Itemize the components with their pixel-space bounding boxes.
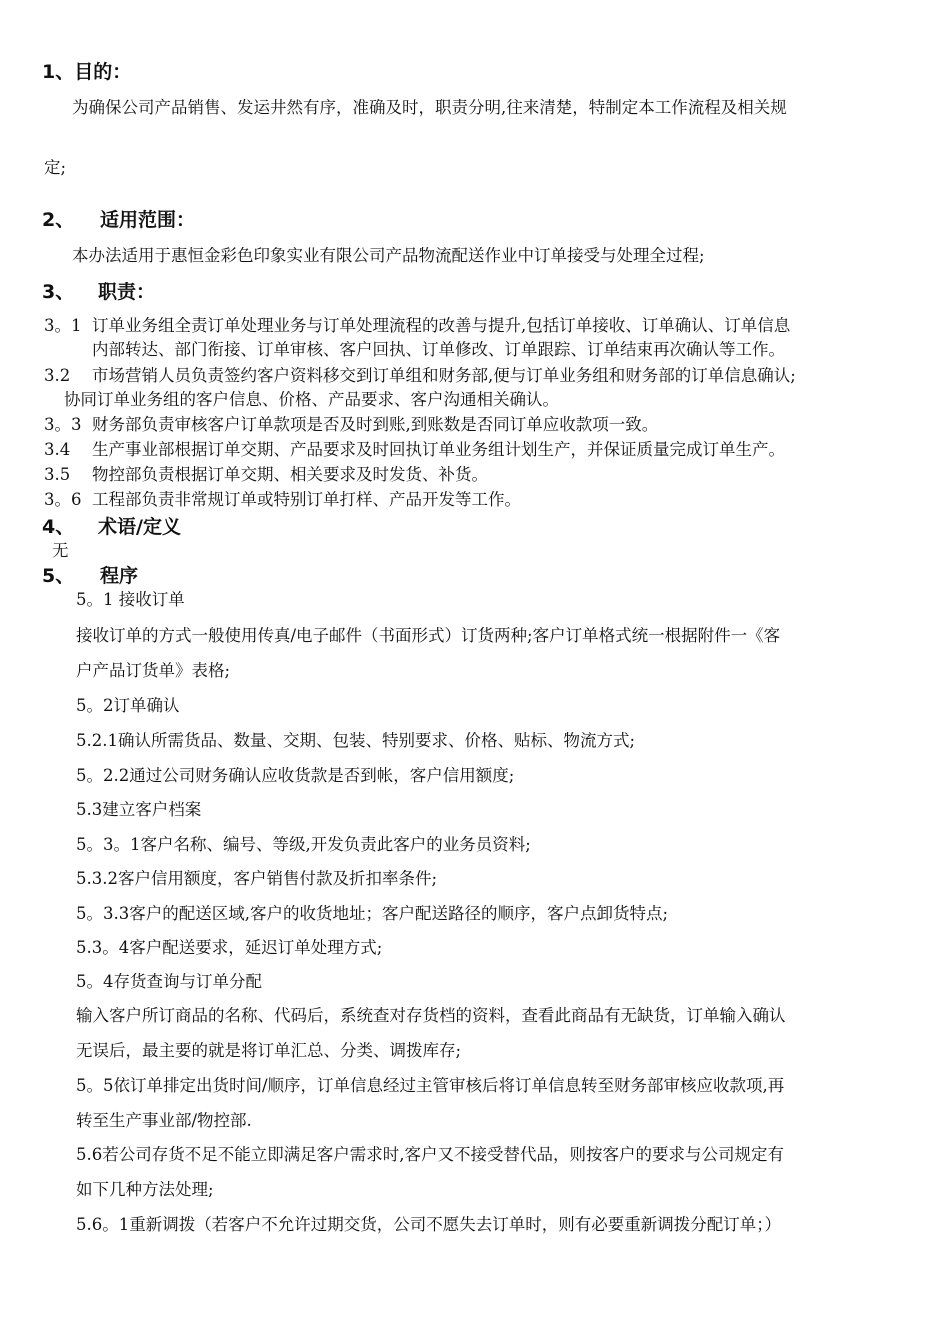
duty-text: 订单业务组全责订单处理业务与订单处理流程的改善与提升,包括订单接收、订单确认、订单信息 xyxy=(92,316,791,335)
duty-text: 物控部负责根据订单交期、相关要求及时发货、补货。 xyxy=(92,465,488,484)
duty-number: 3.5 xyxy=(44,465,71,484)
procedure-line: 5。2.2通过公司财务确认应收货款是否到帐，客户信用额度; xyxy=(76,766,515,785)
section-3-number: 3、 xyxy=(42,281,75,303)
section-3-title: 职责： xyxy=(98,281,156,303)
section-4-heading xyxy=(42,515,181,539)
duty-number: 3。1 xyxy=(44,316,82,335)
section-4-number: 4、 xyxy=(42,516,75,538)
duty-item xyxy=(44,465,488,485)
duty-item xyxy=(44,316,790,336)
duty-text: 生产事业部根据订单交期、产品要求及时回执订单业务组计划生产，并保证质量完成订单生产。 xyxy=(92,440,785,459)
duty-item xyxy=(44,440,785,460)
duty-text-continued: 协同订单业务组的客户信息、价格、产品要求、客户沟通相关确认。 xyxy=(64,390,559,409)
procedure-line: 5.6。1重新调拨（若客户不允许过期交货，公司不愿失去订单时，则有必要重新调拨分配订单；） xyxy=(76,1215,781,1234)
duty-number: 3.4 xyxy=(44,440,71,459)
procedure-line: 如下几种方法处理; xyxy=(76,1180,214,1199)
duty-item xyxy=(44,366,796,386)
procedure-line: 5.3.2客户信用额度，客户销售付款及折扣率条件; xyxy=(76,869,438,888)
duty-text: 市场营销人员负责签约客户资料移交到订单组和财务部,便与订单业务组和财务部的订单信息确认; xyxy=(92,366,796,385)
purpose-text-line-1: 为确保公司产品销售、发运井然有序，准确及时，职责分明,往来清楚，特制定本工作流程及相关规 xyxy=(72,98,787,117)
section-3-heading xyxy=(42,280,155,304)
purpose-text-line-2: 定; xyxy=(44,158,67,177)
duty-text: 财务部负责审核客户订单款项是否及时到账,到账数是否同订单应收款项一致。 xyxy=(92,415,659,434)
procedure-line: 转至生产事业部/物控部. xyxy=(76,1111,252,1130)
section-4-title: 术语/定义 xyxy=(98,516,181,538)
procedure-line: 5.3。4客户配送要求，延迟订单处理方式; xyxy=(76,938,383,957)
procedure-line: 5.3建立客户档案 xyxy=(76,800,202,819)
duty-number: 3。6 xyxy=(44,490,82,509)
section-5-number: 5、 xyxy=(42,565,75,587)
procedure-line: 5.2.1确认所需货品、数量、交期、包装、特别要求、价格、贴标、物流方式; xyxy=(76,731,636,750)
procedure-line: 5。5依订单排定出货时间/顺序，订单信息经过主管审核后将订单信息转至财务部审核应收款项,再 xyxy=(76,1076,785,1095)
section-2-title: 适用范围： xyxy=(100,209,196,231)
duty-text: 工程部负责非常规订单或特别订单打样、产品开发等工作。 xyxy=(92,490,521,509)
section-5-heading xyxy=(42,564,138,588)
duty-number: 3。3 xyxy=(44,415,82,434)
section-1-heading: 1、目的： xyxy=(42,61,132,83)
section-2-number: 2、 xyxy=(42,209,75,231)
section-5-title: 程序 xyxy=(100,565,139,587)
duty-item xyxy=(44,490,521,510)
procedure-line: 5.6若公司存货不足不能立即满足客户需求时,客户又不接受替代品，则按客户的要求与公司规定有 xyxy=(76,1145,784,1164)
procedure-line: 无误后，最主要的就是将订单汇总、分类、调拨库存; xyxy=(76,1041,462,1060)
duty-item xyxy=(44,415,658,435)
procedure-line: 户产品订货单》表格; xyxy=(76,661,231,680)
procedure-line: 接收订单的方式一般使用传真/电子邮件（书面形式）订货两种;客户订单格式统一根据附件一《客 xyxy=(76,626,781,645)
procedure-line: 5。3.3客户的配送区域,客户的收货地址；客户配送路径的顺序，客户点卸货特点; xyxy=(76,904,669,923)
procedure-line: 5。4存货查询与订单分配 xyxy=(76,972,262,991)
procedure-line: 5。3。1客户名称、编号、等级,开发负责此客户的业务员资料; xyxy=(76,835,531,854)
scope-text: 本办法适用于惠恒金彩色印象实业有限公司产品物流配送作业中订单接受与处理全过程; xyxy=(72,246,705,265)
procedure-line: 5。1 接收订单 xyxy=(76,590,185,609)
duty-number: 3.2 xyxy=(44,366,71,385)
procedure-line: 输入客户所订商品的名称、代码后，系统查对存货档的资料，查看此商品有无缺货，订单输入确认 xyxy=(76,1006,786,1025)
section-2-heading xyxy=(42,208,195,232)
procedure-line: 5。2订单确认 xyxy=(76,696,180,715)
duty-text-continued: 内部转达、部门衔接、订单审核、客户回执、订单修改、订单跟踪、订单结束再次确认等工作。 xyxy=(92,340,785,359)
definitions-text: 无 xyxy=(52,541,69,560)
